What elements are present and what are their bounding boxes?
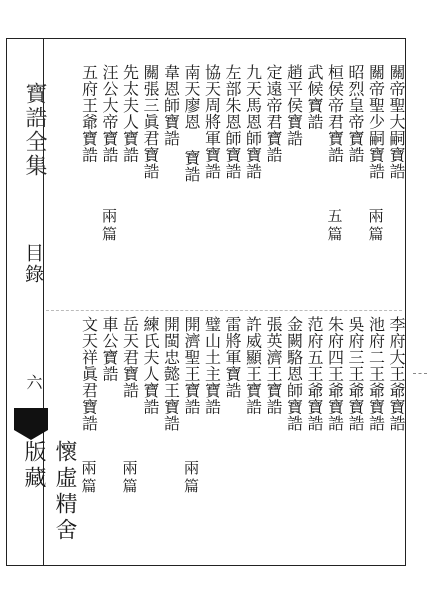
contents-entry-upper: 關帝聖少嗣寶誥	[366, 64, 386, 180]
contents-entry-upper: 五府王爺寶誥	[79, 64, 99, 163]
contents-entry-lower: 璧山土主寶誥	[202, 316, 222, 415]
section-divider	[46, 310, 402, 311]
contents-entry-upper: 桓侯帝君寶誥	[325, 64, 345, 163]
contents-entry-lower: 許威顯王寶誥	[243, 316, 263, 415]
contents-entry-lower: 池府二王爺寶誥	[366, 316, 386, 432]
contents-entry-upper: 定遠帝君寶誥	[264, 64, 283, 163]
contents-entry-upper: 韋恩師寶誥	[161, 64, 181, 147]
contents-note-upper: 五篇	[325, 208, 344, 244]
contents-note-upper: 兩篇	[366, 208, 385, 244]
contents-note-lower: 兩篇	[79, 460, 98, 496]
contents-entry-lower: 李府大王爺寶誥	[387, 316, 406, 432]
contents-note-lower: 兩篇	[120, 460, 139, 496]
contents-entry-lower: 開閩忠懿王寶誥	[161, 316, 181, 432]
fishtail-mark	[14, 408, 48, 430]
block-center-spine	[6, 38, 77, 566]
contents-entry-lower: 文天祥眞君寶誥	[79, 316, 99, 432]
margin-tick	[413, 373, 427, 374]
contents-entry-upper: 昭烈皇帝寶誥	[346, 64, 365, 163]
contents-body	[46, 40, 406, 562]
contents-entry-upper: 九天馬恩師寶誥	[243, 64, 263, 180]
contents-entry-lower: 雷將軍寶誥	[223, 316, 242, 399]
contents-entry-lower: 岳天君寶誥	[120, 316, 140, 399]
contents-entry-upper: 南天廖恩 寶誥	[182, 64, 201, 183]
contents-entry-lower: 金闕駱恩師寶誥	[284, 316, 304, 432]
contents-note-lower: 兩篇	[182, 460, 200, 496]
contents-entry-lower: 范府五王爺寶誥	[305, 316, 324, 432]
spine-page-number: 六	[24, 374, 43, 392]
contents-entry-upper: 汪公大帝寶誥	[100, 64, 119, 163]
contents-entry-lower: 朱府四王爺寶誥	[325, 316, 345, 432]
spine-publisher: 懷虛精舍版藏	[21, 440, 77, 544]
contents-entry-upper: 趙平侯寶誥	[284, 64, 304, 147]
contents-entry-lower: 練氏夫人寶誥	[141, 316, 160, 415]
contents-note-upper: 兩篇	[100, 208, 118, 244]
spine-section: 目錄	[22, 243, 44, 285]
contents-entry-lower: 開濟聖王寶誥	[182, 316, 201, 415]
contents-entry-upper: 協天周將軍寶誥	[202, 64, 222, 180]
contents-entry-upper: 先太夫人寶誥	[120, 64, 140, 163]
contents-entry-lower: 車公寶誥	[100, 316, 119, 382]
contents-entry-upper: 武候寶誥	[305, 64, 324, 130]
contents-entry-upper: 左部朱恩師寶誥	[223, 64, 242, 180]
contents-entry-upper: 關帝聖大嗣寶誥	[387, 64, 406, 180]
contents-entry-lower: 張英濟王寶誥	[264, 316, 283, 415]
spine-title: 寶誥全集	[22, 82, 47, 178]
contents-entry-lower: 吳府三王爺寶誥	[346, 316, 365, 432]
contents-entry-upper: 關張三眞君寶誥	[141, 64, 160, 180]
